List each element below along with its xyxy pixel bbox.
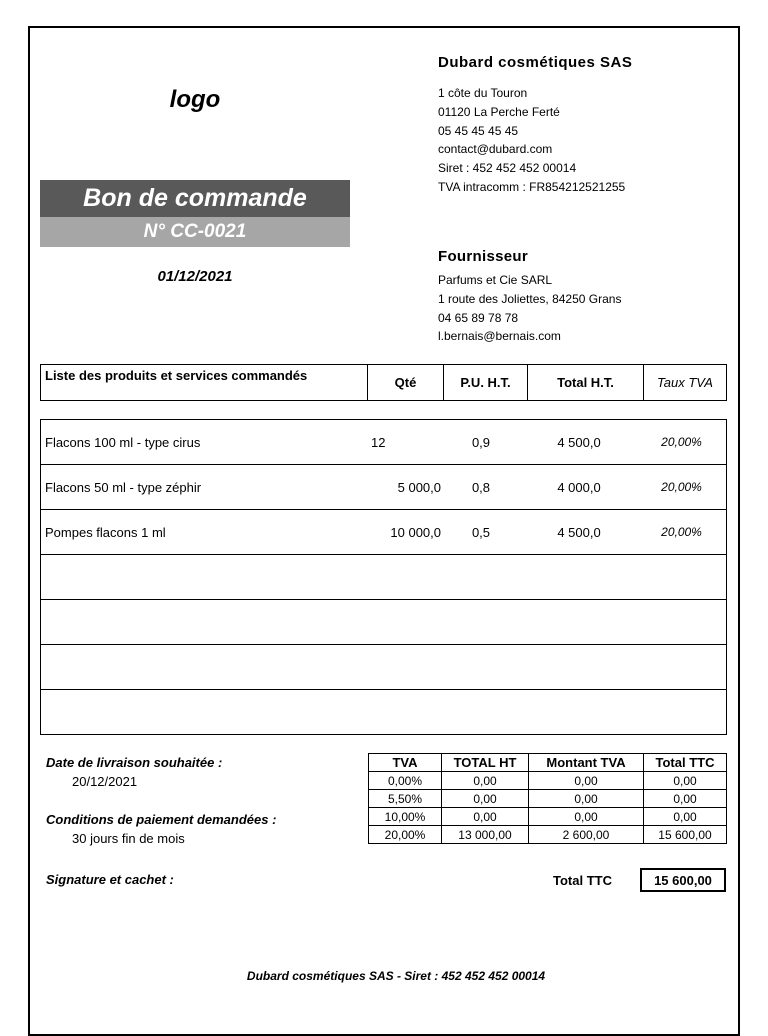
delivery-date-label: Date de livraison souhaitée : bbox=[46, 755, 223, 770]
company-vat-number: TVA intracomm : FR854212521255 bbox=[438, 179, 626, 194]
empty-row bbox=[41, 690, 727, 735]
header-vat-rate: Taux TVA bbox=[644, 365, 727, 401]
header-unit-price: P.U. H.T. bbox=[444, 365, 528, 401]
total-ttc-value: 15 600,00 bbox=[640, 868, 726, 892]
empty-row bbox=[41, 555, 727, 600]
header-total: Total H.T. bbox=[528, 365, 644, 401]
company-phone: 05 45 45 45 45 bbox=[438, 123, 519, 138]
item-qty: 10 000,0 bbox=[371, 510, 441, 555]
company-logo: logo bbox=[169, 86, 221, 113]
payment-terms-label: Conditions de paiement demandées : bbox=[46, 812, 277, 827]
vat-header-total-ttc: Total TTC bbox=[644, 754, 727, 772]
header-description: Liste des produits et services commandés bbox=[41, 365, 368, 401]
table-row bbox=[41, 465, 727, 510]
table-row bbox=[41, 420, 727, 465]
supplier-address: 1 route des Joliettes, 84250 Grans bbox=[438, 291, 622, 306]
vat-amount-cell: 0,00 bbox=[529, 790, 644, 808]
vat-amount-cell: 0,00 bbox=[529, 808, 644, 826]
vat-total-ttc-cell: 0,00 bbox=[644, 790, 727, 808]
item-qty: 12 bbox=[371, 420, 441, 465]
item-unit-price: 0,8 bbox=[441, 465, 521, 510]
payment-terms-value: 30 jours fin de mois bbox=[72, 831, 185, 846]
vat-header-rate: TVA bbox=[369, 754, 442, 772]
table-row bbox=[369, 808, 727, 826]
company-name: Dubard cosmétiques SAS bbox=[438, 54, 633, 71]
company-email: contact@dubard.com bbox=[438, 142, 553, 157]
items-header-table bbox=[40, 364, 727, 401]
item-total: 4 500,0 bbox=[521, 510, 637, 555]
company-street: 1 côte du Touron bbox=[438, 86, 528, 100]
item-description: Flacons 100 ml - type cirus bbox=[41, 420, 372, 465]
vat-header-vat-amount: Montant TVA bbox=[529, 754, 644, 772]
vat-header-total-ht: TOTAL HT bbox=[442, 754, 529, 772]
item-vat-rate: 20,00% bbox=[637, 420, 727, 465]
table-row bbox=[369, 772, 727, 790]
company-siret: Siret : 452 452 452 00014 bbox=[438, 161, 577, 176]
document-title: Bon de commande bbox=[40, 180, 350, 217]
item-vat-rate: 20,00% bbox=[637, 510, 727, 555]
vat-rate-cell: 20,00% bbox=[369, 826, 442, 844]
empty-row bbox=[41, 645, 727, 690]
item-description: Flacons 50 ml - type zéphir bbox=[41, 465, 372, 510]
vat-header-row bbox=[369, 754, 727, 772]
header-qty: Qté bbox=[368, 365, 444, 401]
item-total: 4 500,0 bbox=[521, 420, 637, 465]
vat-total-ttc-cell: 0,00 bbox=[644, 808, 727, 826]
document-date: 01/12/2021 bbox=[157, 268, 233, 285]
item-vat-rate: 20,00% bbox=[637, 465, 727, 510]
footer: Dubard cosmétiques SAS - Siret : 452 452 452 00014 bbox=[246, 969, 546, 983]
document-number: N° CC-0021 bbox=[40, 217, 350, 247]
vat-amount-cell: 0,00 bbox=[529, 772, 644, 790]
vat-summary-table bbox=[368, 753, 727, 844]
item-unit-price: 0,5 bbox=[441, 510, 521, 555]
table-row bbox=[369, 790, 727, 808]
item-description: Pompes flacons 1 ml bbox=[41, 510, 372, 555]
vat-total-ht-cell: 0,00 bbox=[442, 772, 529, 790]
vat-rate-cell: 10,00% bbox=[369, 808, 442, 826]
delivery-date-value: 20/12/2021 bbox=[72, 774, 138, 789]
supplier-phone: 04 65 89 78 78 bbox=[438, 310, 519, 325]
company-city: 01120 La Perche Ferté bbox=[438, 104, 560, 119]
signature-label: Signature et cachet : bbox=[46, 872, 174, 887]
company-address-block bbox=[438, 84, 625, 197]
items-table bbox=[40, 419, 727, 735]
vat-total-ttc-cell: 0,00 bbox=[644, 772, 727, 790]
supplier-email: l.bernais@bernais.com bbox=[438, 329, 561, 344]
supplier-name: Parfums et Cie SARL bbox=[438, 273, 553, 287]
vat-total-ht-cell: 0,00 bbox=[442, 790, 529, 808]
vat-total-ht-cell: 13 000,00 bbox=[442, 826, 529, 844]
total-ttc-label: Total TTC bbox=[553, 873, 612, 888]
vat-total-ttc-cell: 15 600,00 bbox=[644, 826, 727, 844]
empty-row bbox=[41, 600, 727, 645]
vat-rate-cell: 0,00% bbox=[369, 772, 442, 790]
item-total: 4 000,0 bbox=[521, 465, 637, 510]
table-row bbox=[369, 826, 727, 844]
item-qty: 5 000,0 bbox=[371, 465, 441, 510]
supplier-title: Fournisseur bbox=[438, 248, 528, 265]
vat-amount-cell: 2 600,00 bbox=[529, 826, 644, 844]
item-unit-price: 0,9 bbox=[441, 420, 521, 465]
vat-rate-cell: 5,50% bbox=[369, 790, 442, 808]
vat-total-ht-cell: 0,00 bbox=[442, 808, 529, 826]
supplier-address-block bbox=[438, 271, 621, 346]
table-row bbox=[41, 510, 727, 555]
